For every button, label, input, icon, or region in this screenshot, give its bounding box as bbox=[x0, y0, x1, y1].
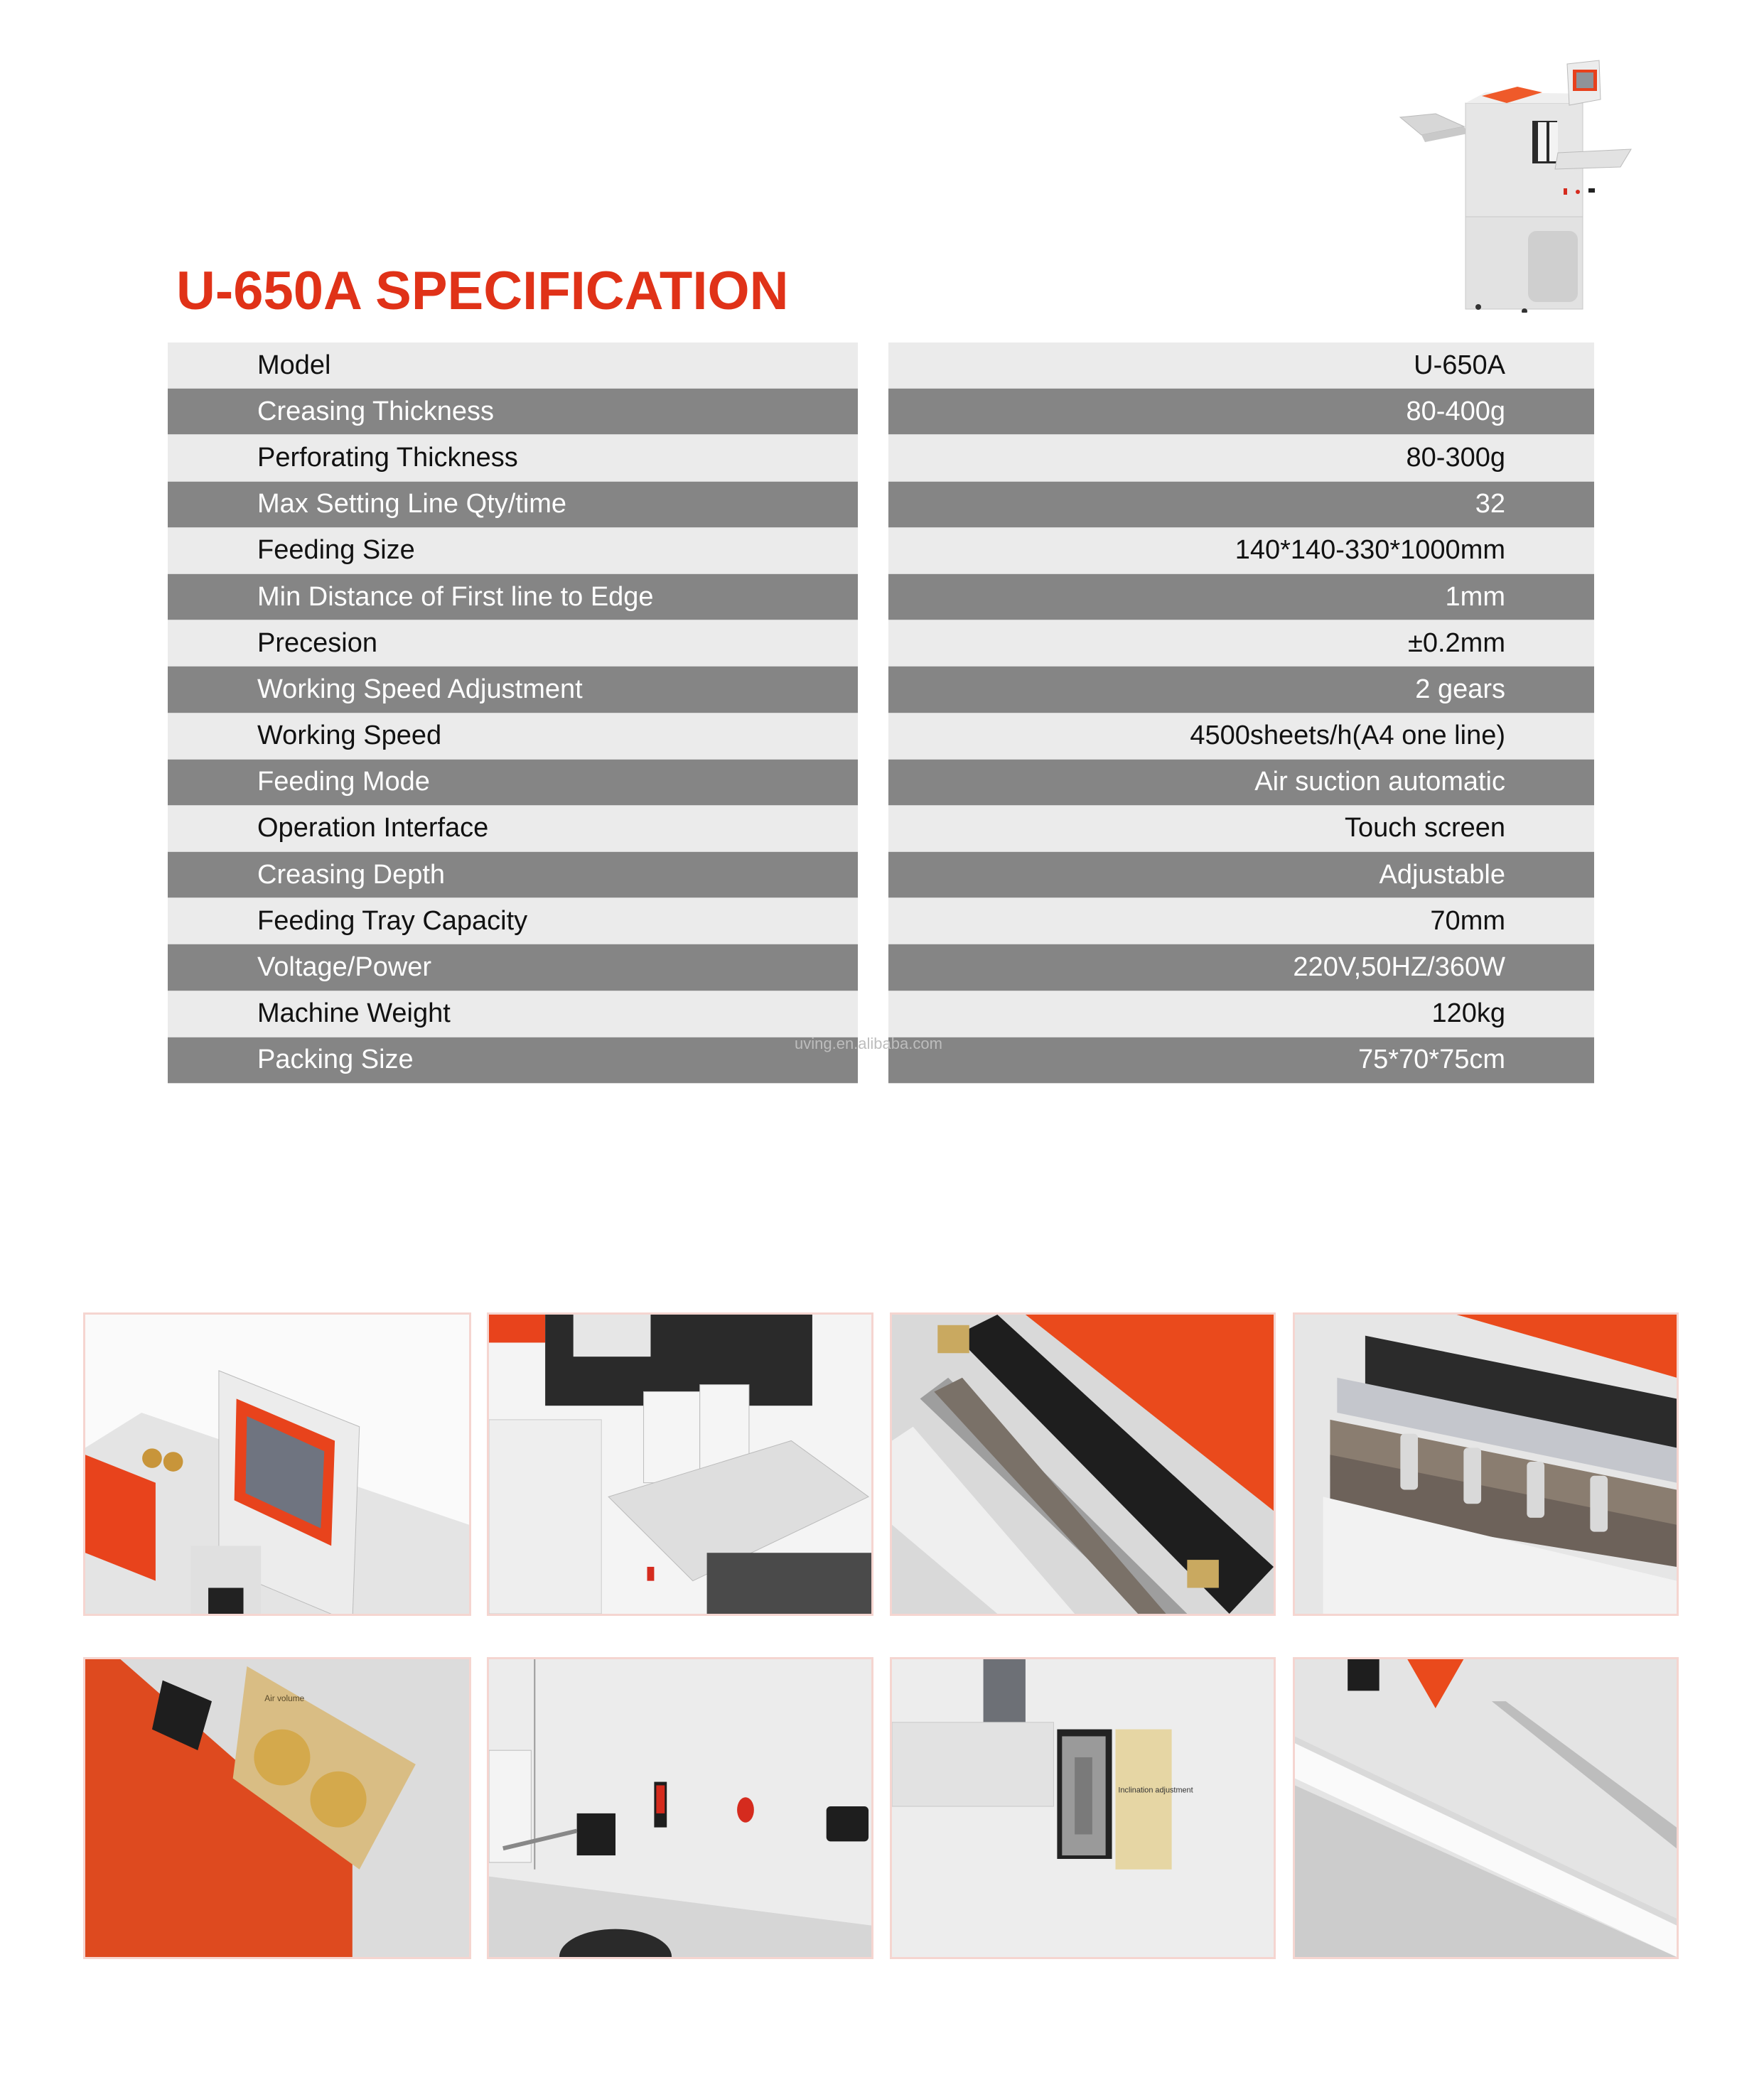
spec-row-label: Machine Weight bbox=[168, 991, 858, 1037]
spec-row-label: Creasing Depth bbox=[168, 852, 858, 898]
spec-row-label: Model bbox=[168, 343, 858, 389]
spec-row-value: 140*140-330*1000mm bbox=[888, 528, 1594, 574]
spec-row-value: Touch screen bbox=[888, 806, 1594, 852]
spec-row-label: Perforating Thickness bbox=[168, 435, 858, 481]
inclination-label: Inclination adjustment bbox=[1118, 1786, 1193, 1795]
spec-row-value: 32 bbox=[888, 482, 1594, 528]
inclination-adjustment-photo bbox=[892, 1659, 1274, 1957]
spec-row-label: Creasing Thickness bbox=[168, 389, 858, 435]
gallery-air-volume-knobs bbox=[83, 1657, 471, 1959]
spec-value-column bbox=[888, 343, 1594, 1084]
spec-row-value: 70mm bbox=[888, 898, 1594, 944]
spec-row-value: ±0.2mm bbox=[888, 620, 1594, 667]
spec-row-label: Precesion bbox=[168, 620, 858, 667]
air-volume-knobs-photo bbox=[85, 1659, 469, 1957]
spec-row-value: 80-400g bbox=[888, 389, 1594, 435]
spec-row-label: Voltage/Power bbox=[168, 944, 858, 991]
gallery-inclination-adjustment bbox=[890, 1657, 1276, 1959]
spec-row-label: Feeding Mode bbox=[168, 760, 858, 806]
spec-row-value: 120kg bbox=[888, 991, 1594, 1037]
hero-machine-image bbox=[1393, 43, 1692, 313]
spec-row-label: Feeding Size bbox=[168, 528, 858, 574]
spec-row-value: 80-300g bbox=[888, 435, 1594, 481]
spec-row-label: Packing Size bbox=[168, 1037, 858, 1084]
perforating-rollers-photo bbox=[1295, 1315, 1677, 1614]
spec-label-column bbox=[168, 343, 858, 1084]
measuring-ruler-photo bbox=[1295, 1659, 1677, 1957]
gallery-touch-screen bbox=[83, 1312, 471, 1616]
spec-row-label: Working Speed Adjustment bbox=[168, 667, 858, 713]
spec-row-label: Operation Interface bbox=[168, 806, 858, 852]
spec-row-value: Air suction automatic bbox=[888, 760, 1594, 806]
spec-row-value: Adjustable bbox=[888, 852, 1594, 898]
power-switch-photo bbox=[489, 1659, 871, 1957]
gallery-perforating-rollers bbox=[1293, 1312, 1679, 1616]
watermark: uving.en.alibaba.com bbox=[795, 1035, 942, 1052]
gallery-measuring-ruler bbox=[1293, 1657, 1679, 1959]
spec-row-value: 1mm bbox=[888, 574, 1594, 620]
machine-illustration bbox=[1393, 43, 1692, 313]
spec-row-value: U-650A bbox=[888, 343, 1594, 389]
page-title: U-650A SPECIFICATION bbox=[176, 261, 789, 321]
spec-row-value: 75*70*75cm bbox=[888, 1037, 1594, 1084]
spec-row-value: 220V,50HZ/360W bbox=[888, 944, 1594, 991]
feeding-tray-photo bbox=[489, 1315, 871, 1614]
touch-screen-photo bbox=[85, 1315, 469, 1614]
spec-row-label: Working Speed bbox=[168, 713, 858, 760]
spec-row-value: 4500sheets/h(A4 one line) bbox=[888, 713, 1594, 760]
spec-row-label: Feeding Tray Capacity bbox=[168, 898, 858, 944]
spec-row-label: Min Distance of First line to Edge bbox=[168, 574, 858, 620]
spec-row-label: Max Setting Line Qty/time bbox=[168, 482, 858, 528]
gallery-creasing-blade bbox=[890, 1312, 1276, 1616]
air-volume-label: Air volume bbox=[264, 1693, 305, 1704]
spec-row-value: 2 gears bbox=[888, 667, 1594, 713]
gallery-feeding-tray bbox=[487, 1312, 873, 1616]
gallery-power-switch bbox=[487, 1657, 873, 1959]
creasing-blade-photo bbox=[892, 1315, 1274, 1614]
